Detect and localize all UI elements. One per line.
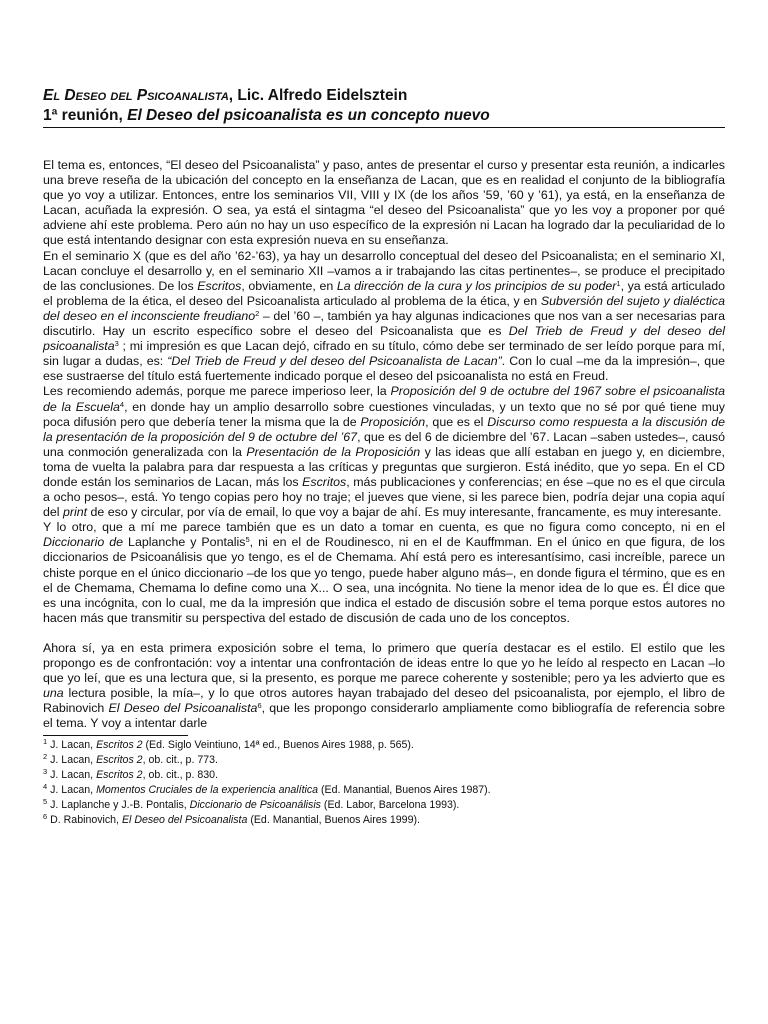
document-page — [43, 86, 725, 828]
footnote: $^3$ J. Lacan, Escritos 2, ob. cit., p. 830. — [43, 767, 218, 782]
title-divider — [43, 127, 725, 128]
paragraph: Ahora sí, ya en esta primera exposición sobre el tema, lo primero que quería destacar es el estilo. El estilo que les propongo es de confrontación: voy a intentar una confrontación de ideas entre lo que yo he leído al respecto en Lacan –lo que yo leí, que es una lectura que, si la presento, es porque me parece coherente y sostenible; pero ya les advierto que es una lectura posible, la mía–, y lo que otros autores hayan trabajado del deseo del psicoanalista, por ejemplo, el libro de Rabinovich El Deseo del Psicoanalista$^6$, que les propongo considerarlo ampliamente como bibliografía de referencia sobre el tema. Y voy a intentar darle — [43, 640, 725, 731]
footnote: $^6$ D. Rabinovich, El Deseo del Psicoanalista (Ed. Manantial, Buenos Aires 1999). — [43, 812, 420, 826]
footnote-divider — [43, 735, 188, 736]
paragraph: En el seminario X (que es del año ’62-’63), ya hay un desarrollo conceptual del deseo del Psicoanalista; en el seminario XI, Lacan concluye el desarrollo y, en el seminario XII –vamos a ir trabajando las citas pertinentes–, se produce el precipitado de las conclusiones. De los Escritos, obviamente, en La dirección de la cura y los principios de su poder$^1$, ya está articulado el problema de la ética, el deseo del Psicoanalista articulado al problema de la ética, y en Subversión del sujeto y dialéctica del deseo en el inconsciente freudiano$^2$ – del ’60 –, también ya hay algunas indicaciones que nos van a ser necesarias para discutirlo. Hay un escrito específico sobre el deseo del Psicoanalista que es Del Trieb de Freud y del deseo del psicoanalista$^3$ ; mi impresión es que Lacan dejó, cifrado en su título, cómo debe ser terminado de ser leído porque para mí, sin lugar a dudas, es: “Del Trieb de Freud y del deseo del Psicoanalista de Lacan”. Con lo cual –me da la impresión–, que ese sustraerse del título está fuertemente indicado porque el deseo del psicoanalista no está en Freud. — [43, 248, 725, 384]
paragraph: Y lo otro, que a mí me parece también que es un dato a tomar en cuenta, es que no figura como concepto, ni en el Diccionario de Laplanche y Pontalis$^5$, ni en el de Roudinesco, ni en el de Kauffmman. En el único en que figura, de los diccionarios de Psicoanálisis que yo tengo, es el de Chemama. Ahí está pero es interesantísimo, casi increíble, parece un chiste porque en el único diccionario –de los que yo tengo, puede haber alguno más–, en donde figura el término, que es en el de Chemama, Chemama lo define como una X... O sea, una incógnita. No tiene la menor idea de lo que es. Él dice que es una incógnita, con lo cual, me da la impresión que indica el estado de discusión sobre el tema porque estos autores no hacen más que transmitir su perspectiva del estado de discusión de cada uno de los conceptos. — [43, 520, 725, 625]
document-title — [43, 86, 725, 106]
paragraph: Les recomiendo además, porque me parece imperioso leer, la Proposición del 9 de octubre del 1967 sobre el psicoanalista de la Escuela$^4$, en donde hay un amplio desarrollo sobre cuestiones vinculadas, y un texto que no sé por qué tiene muy poca difusión pero que debería tener la misma que la de Proposición, que es el Discurso como respuesta a la discusión de la presentación de la proposición del 9 de octubre del ’67, que es del 6 de diciembre del ’67. Lacan –saben ustedes–, causó una conmoción generalizada con la Presentación de la Proposición y las ideas que allí estaban en juego y, en diciembre, toma de vuelta la palabra para dar respuesta a las críticas y preguntas que surgieron. Está inédito, que yo sepa. En el CD donde están los seminarios de Lacan, más los Escritos, más publicaciones y conferencias; en ése –que no es el que circula a ocho pesos–, está. Yo tengo copias pero hoy no traje; el jueves que viene, si les parece bien, podría dejar una copia aquí del print de eso y circular, por vía de email, lo que voy a bajar de ahí. Es muy interesante, francamente, es muy interesante. — [43, 384, 726, 520]
footnote: $^5$ J. Laplanche y J.-B. Pontalis, Diccionario de Psicoanálisis (Ed. Labor, Barcelona 1993). — [43, 797, 460, 812]
paragraph: El tema es, entonces, “El deseo del Psicoanalista” y paso, antes de presentar el curso y presentar esta reunión, a indicarles una breve reseña de la ubicación del concepto en la enseñanza de Lacan, que es en realidad el conjunto de la bibliografía que yo voy a utilizar. Entonces, entre los seminarios VII, VIII y IX (de los años ’59, ’60 y ’61), ya está, en la enseñanza de Lacan, acuñada la expresión. O sea, ya está el sintagma “el deseo del Psicoanalista” que yo les voy a proponer por qué adviene ahí este problema. Pero aún no hay un uso específico de la expresión ni Lacan ha logrado dar la peculiaridad de lo que está intentando designar con esta expresión nueva en su enseñanza. — [43, 158, 725, 248]
footnote: $^4$ J. Lacan, Momentos Cruciales de la experiencia analítica (Ed. Manantial, Buenos Aires 1987). — [43, 782, 491, 797]
meeting-subtitle — [43, 106, 725, 126]
author-name: , Lic. Alfredo Eidelsztein — [228, 87, 408, 104]
meeting-number: 1ª reunión, — [43, 107, 128, 124]
meeting-title: El Deseo del psicoanalista es un concepto nuevo — [127, 107, 490, 124]
footnotes — [43, 738, 725, 827]
body-text — [43, 158, 725, 731]
footnote: $^1$ J. Lacan, Escritos 2 (Ed. Siglo Veintiuno, 14ª ed., Buenos Aires 1988, p. 565). — [43, 737, 414, 752]
work-title: El Deseo del Psicoanalista — [43, 87, 229, 104]
footnote: $^2$ J. Lacan, Escritos 2, ob. cit., p. 773. — [43, 752, 218, 767]
